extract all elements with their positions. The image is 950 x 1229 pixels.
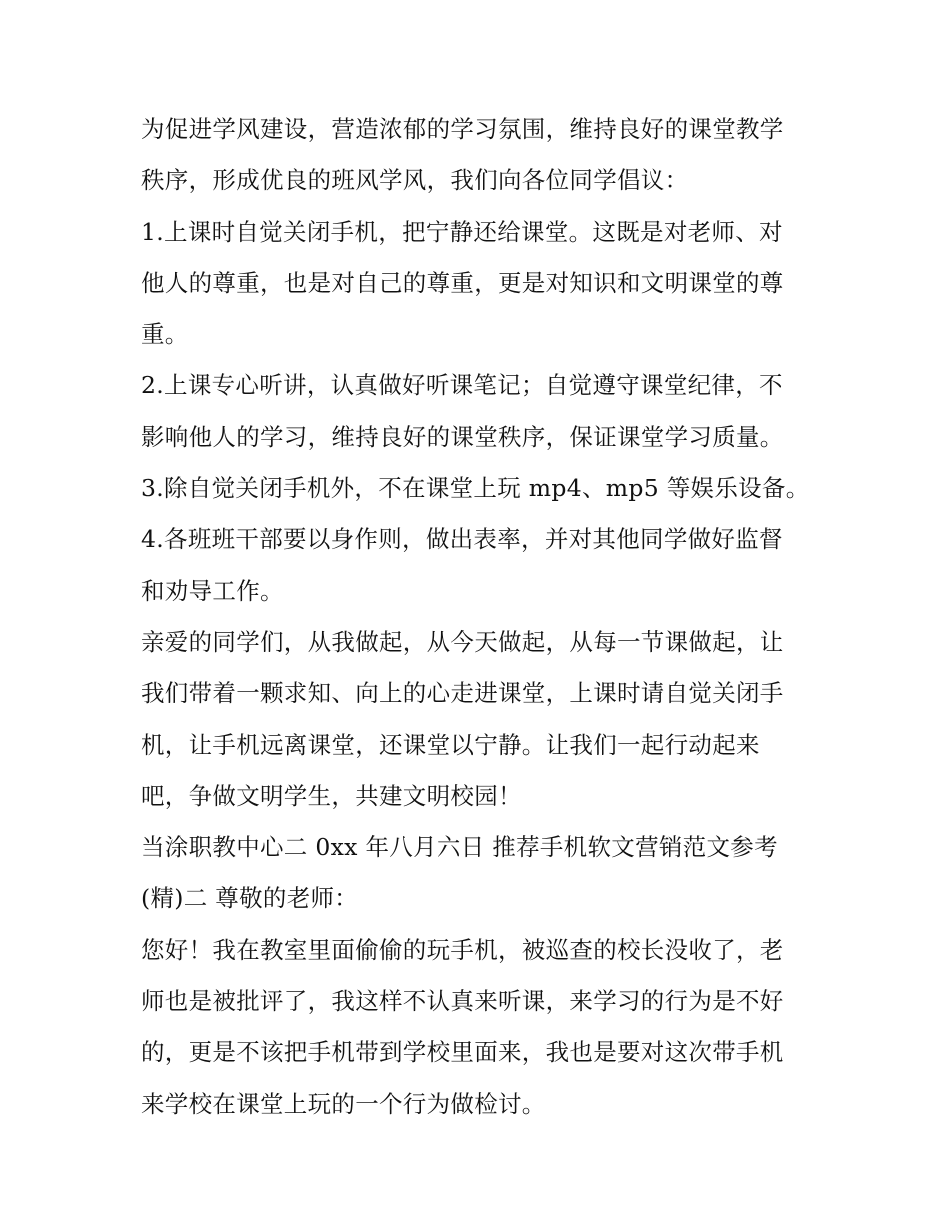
text-line: 影响他人的学习，维持良好的课堂秩序，保证课堂学习质量。 <box>141 422 784 451</box>
text-line: 1.上课时自觉关闭手机，把宁静还给课堂。这既是对老师、对 <box>141 217 783 246</box>
text-line: 他人的尊重，也是对自己的尊重，更是对知识和文明课堂的尊 <box>141 268 784 297</box>
text-line: (精)二 尊敬的老师： <box>141 884 359 913</box>
text-line: 亲爱的同学们，从我做起，从今天做起，从每一节课做起，让 <box>141 627 784 656</box>
text-line: 4.各班班干部要以身作则，做出表率，并对其他同学做好监督 <box>141 525 783 554</box>
text-line: 您好！我在教室里面偷偷的玩手机，被巡查的校长没收了，老 <box>141 935 784 964</box>
text-line: 为促进学风建设，营造浓郁的学习氛围，维持良好的课堂教学 <box>141 115 784 143</box>
text-line: 秩序，形成优良的班风学风，我们向各位同学倡议： <box>141 166 689 195</box>
text-line: 的，更是不该把手机带到学校里面来，我也是要对这次带手机 <box>141 1038 784 1067</box>
text-line: 吧，争做文明学生，共建文明校园！ <box>141 781 522 810</box>
text-line: 重。 <box>141 320 189 349</box>
text-line: 当涂职教中心二 0xx 年八月六日 推荐手机软文营销范文参考 <box>141 833 778 862</box>
text-line: 3.除自觉关闭手机外，不在课堂上玩 mp4、mp5 等娱乐设备。 <box>141 474 810 503</box>
text-line: 2.上课专心听讲，认真做好听课笔记；自觉遵守课堂纪律，不 <box>141 371 783 400</box>
text-line: 机，让手机远离课堂，还课堂以宁静。让我们一起行动起来 <box>141 730 760 759</box>
text-line: 和劝导工作。 <box>141 576 284 605</box>
text-line: 师也是被批评了，我这样不认真来听课，来学习的行为是不好 <box>141 987 784 1016</box>
text-line: 来学校在课堂上玩的一个行为做检讨。 <box>141 1089 546 1118</box>
document-body <box>141 104 821 1130</box>
text-line: 我们带着一颗求知、向上的心走进课堂，上课时请自觉关闭手 <box>141 679 784 708</box>
